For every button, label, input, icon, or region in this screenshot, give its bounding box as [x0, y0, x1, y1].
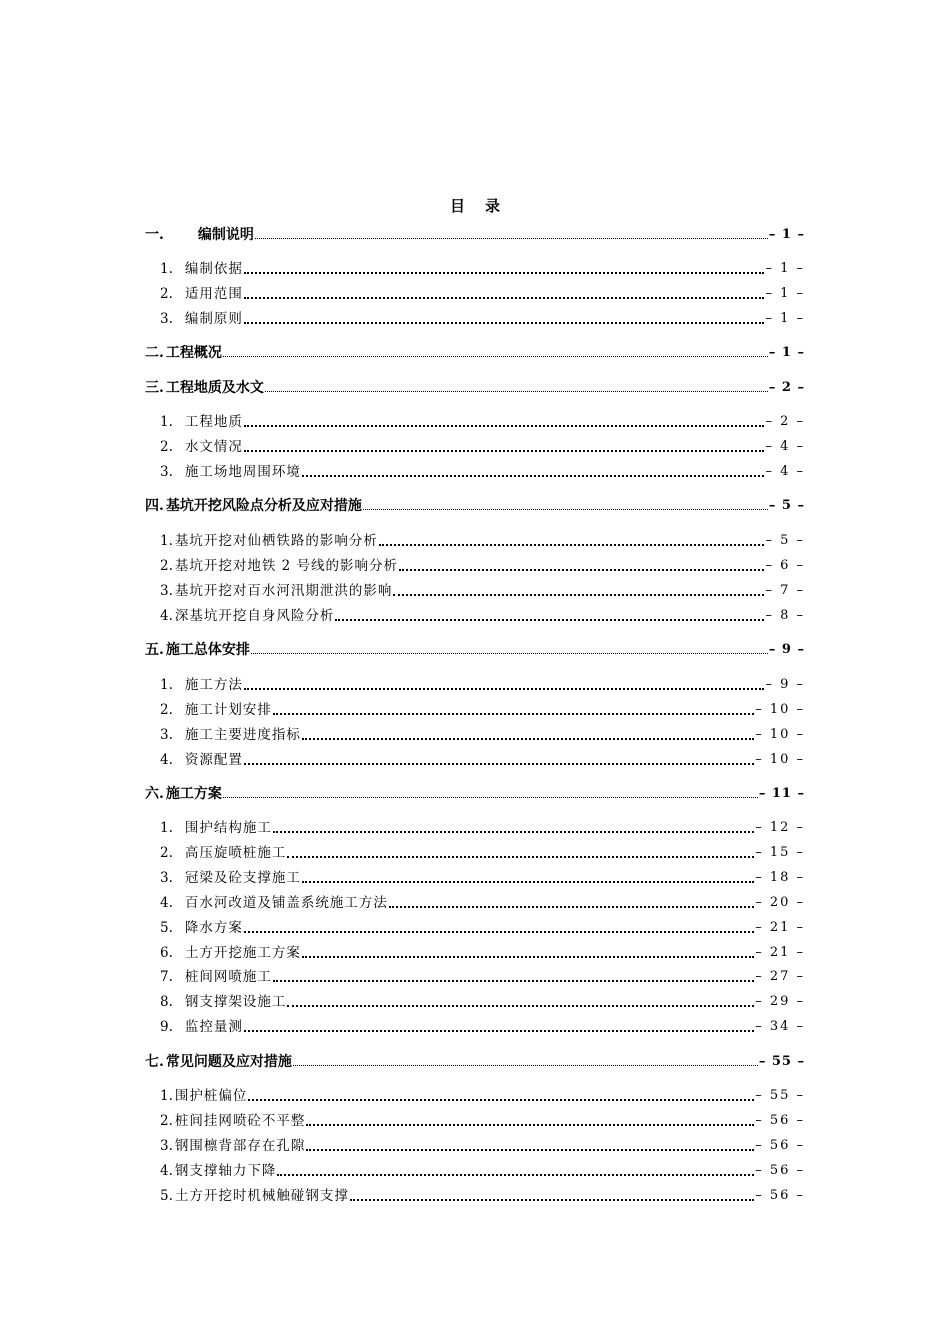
toc-dot-leader [223, 797, 758, 798]
toc-title-right: 录 [485, 197, 501, 215]
toc-entry-number: 2. [160, 286, 173, 302]
toc-entry-page-number: – 1 – [765, 286, 805, 301]
toc-subsection-entry[interactable] [160, 816, 805, 838]
toc-entry-page-number: – 29 – [755, 994, 805, 1009]
toc-dot-leader [389, 906, 754, 908]
toc-entry-number: 1. [160, 414, 173, 430]
toc-subsection-entry[interactable] [160, 748, 805, 770]
toc-entry-number: 4. [160, 1163, 173, 1179]
toc-entry-page-number: – 6 – [765, 558, 805, 573]
toc-entry-label: 适用范围 [184, 286, 243, 302]
toc-dot-leader [273, 980, 754, 982]
toc-entry-number: 一. [145, 227, 164, 243]
toc-dot-leader [244, 763, 754, 765]
toc-dot-leader [287, 1005, 754, 1007]
toc-dot-leader [251, 653, 768, 654]
toc-subsection-entry[interactable] [160, 891, 805, 913]
toc-entry-number: 4. [160, 895, 173, 911]
toc-entry-label: 编制说明 [197, 227, 254, 243]
toc-subsection-entry[interactable] [160, 723, 805, 745]
toc-entry-page-number: – 2 – [768, 380, 805, 395]
toc-entry-number: 3. [160, 311, 173, 327]
toc-entry-page-number: – 2 – [765, 414, 805, 429]
toc-entry-label: 冠梁及砼支撑施工 [184, 870, 301, 886]
toc-entry-number: 三. [145, 380, 164, 396]
toc-subsection-entry[interactable] [160, 554, 805, 576]
toc-entry-label: 工程概况 [165, 345, 222, 361]
toc-entry-number: 3. [160, 464, 173, 480]
toc-entry-page-number: – 8 – [765, 608, 805, 623]
toc-subsection-entry[interactable] [160, 1134, 805, 1156]
toc-entry-number: 5. [160, 920, 173, 936]
toc-dot-leader [244, 688, 765, 690]
toc-entry-page-number: – 11 – [758, 786, 805, 801]
toc-entry-number: 3. [160, 583, 173, 599]
toc-entry-label: 工程地质及水文 [165, 380, 264, 396]
toc-entry-number: 8. [160, 994, 173, 1010]
toc-entry-page-number: – 12 – [755, 820, 805, 835]
toc-entry-number: 4. [160, 608, 173, 624]
toc-entry-label: 工程地质 [184, 414, 243, 430]
toc-entry-label: 施工方案 [165, 786, 222, 802]
toc-title-left: 目 [449, 197, 465, 215]
toc-subsection-entry[interactable] [160, 529, 805, 551]
toc-dot-leader [399, 569, 764, 571]
toc-dot-leader [244, 425, 765, 427]
toc-entry-page-number: – 5 – [768, 498, 805, 513]
toc-section-entry[interactable] [145, 1050, 805, 1072]
toc-entry-page-number: – 9 – [768, 642, 805, 657]
toc-title [0, 195, 950, 216]
toc-subsection-entry[interactable] [160, 1015, 805, 1037]
toc-entry-number: 3. [160, 870, 173, 886]
toc-entry-label: 土方开挖时机械触碰钢支撑 [174, 1188, 349, 1204]
toc-entry-number: 5. [160, 1188, 173, 1204]
toc-entry-page-number: – 18 – [755, 870, 805, 885]
toc-entry-label: 常见问题及应对措施 [165, 1054, 292, 1070]
toc-section-entry[interactable] [145, 494, 805, 516]
toc-dot-leader [277, 1174, 754, 1176]
toc-entry-label: 高压旋喷桩施工 [184, 845, 287, 861]
toc-subsection-entry[interactable] [160, 1159, 805, 1181]
toc-dot-leader [273, 831, 754, 833]
toc-entry-label: 编制依据 [184, 261, 243, 277]
toc-entry-number: 2. [160, 845, 173, 861]
toc-entry-number: 9. [160, 1019, 173, 1035]
toc-subsection-entry[interactable] [160, 579, 805, 601]
toc-entry-label: 钢支撑架设施工 [184, 994, 287, 1010]
toc-subsection-entry[interactable] [160, 410, 805, 432]
toc-dot-leader [379, 544, 765, 546]
toc-entry-number: 2. [160, 558, 173, 574]
toc-entry-number: 7. [160, 969, 173, 985]
toc-entry-label: 围护结构施工 [184, 820, 272, 836]
toc-entry-label: 施工主要进度指标 [184, 727, 301, 743]
toc-entry-label: 土方开挖施工方案 [184, 945, 301, 961]
toc-entry-page-number: – 4 – [765, 439, 805, 454]
toc-entry-label: 施工总体安排 [165, 642, 250, 658]
toc-entry-label: 监控量测 [184, 1019, 243, 1035]
toc-entry-label: 钢围檩背部存在孔隙 [174, 1138, 306, 1154]
toc-entry-page-number: – 56 – [755, 1163, 805, 1178]
toc-entry-label: 百水河改道及铺盖系统施工方法 [184, 895, 388, 911]
toc-entry-page-number: – 4 – [765, 464, 805, 479]
toc-entry-label: 基坑开挖对仙栖铁路的影响分析 [174, 533, 378, 549]
toc-entry-label: 资源配置 [184, 752, 243, 768]
toc-entry-number: 七. [145, 1054, 164, 1070]
toc-subsection-entry[interactable] [160, 673, 805, 695]
toc-dot-leader [265, 391, 768, 392]
toc-entry-label: 基坑开挖风险点分析及应对措施 [165, 498, 362, 514]
toc-entry-number: 四. [145, 498, 164, 514]
toc-entry-label: 基坑开挖对百水河汛期泄洪的影响 [174, 583, 393, 599]
toc-entry-page-number: – 9 – [765, 677, 805, 692]
toc-entry-page-number: – 55 – [758, 1054, 805, 1069]
toc-entry-label: 水文情况 [184, 439, 243, 455]
toc-dot-leader [293, 1065, 758, 1066]
toc-subsection-entry[interactable] [160, 1184, 805, 1206]
toc-entry-number: 二. [145, 345, 164, 361]
toc-dot-leader [306, 1124, 754, 1126]
toc-entry-number: 2. [160, 702, 173, 718]
toc-section-entry[interactable] [145, 638, 805, 660]
toc-entry-number: 1. [160, 261, 173, 277]
toc-entry-page-number: – 5 – [765, 533, 805, 548]
toc-subsection-entry[interactable] [160, 916, 805, 938]
toc-dot-leader [244, 272, 765, 274]
toc-subsection-entry[interactable] [160, 990, 805, 1012]
toc-entry-page-number: – 1 – [768, 227, 805, 242]
toc-entry-number: 1. [160, 533, 173, 549]
toc-entry-label: 施工计划安排 [184, 702, 272, 718]
toc-entry-label: 桩间网喷施工 [184, 969, 272, 985]
toc-dot-leader [244, 1030, 754, 1032]
toc-subsection-entry[interactable] [160, 604, 805, 626]
toc-entry-page-number: – 15 – [755, 845, 805, 860]
toc-entry-page-number: – 1 – [768, 345, 805, 360]
toc-entry-page-number: – 10 – [755, 752, 805, 767]
toc-subsection-entry[interactable] [160, 435, 805, 457]
toc-section-entry[interactable] [145, 782, 805, 804]
toc-entry-label: 降水方案 [184, 920, 243, 936]
toc-subsection-entry[interactable] [160, 698, 805, 720]
toc-subsection-entry[interactable] [160, 841, 805, 863]
toc-entry-page-number: – 10 – [755, 702, 805, 717]
toc-dot-leader [273, 713, 754, 715]
toc-entry-page-number: – 1 – [765, 261, 805, 276]
toc-dot-leader [248, 1099, 754, 1101]
toc-entry-label: 基坑开挖对地铁 2 号线的影响分析 [174, 558, 399, 574]
toc-entry-number: 6. [160, 945, 173, 961]
toc-dot-leader [244, 931, 754, 933]
toc-entry-page-number: – 10 – [755, 727, 805, 742]
toc-section-entry[interactable] [145, 376, 805, 398]
toc-dot-leader [302, 738, 754, 740]
toc-dot-leader [302, 475, 765, 477]
toc-entry-page-number: – 56 – [755, 1138, 805, 1153]
toc-entry-page-number: – 56 – [755, 1113, 805, 1128]
toc-entry-label: 施工场地周围环境 [184, 464, 301, 480]
toc-entry-label: 桩间挂网喷砼不平整 [174, 1113, 306, 1129]
toc-dot-leader [302, 956, 754, 958]
toc-entry-number: 1. [160, 1088, 173, 1104]
toc-subsection-entry[interactable] [160, 1084, 805, 1106]
toc-entry-page-number: – 21 – [755, 920, 805, 935]
toc-dot-leader [306, 1149, 754, 1151]
toc-entry-number: 六. [145, 786, 164, 802]
toc-dot-leader [244, 450, 765, 452]
toc-entry-page-number: – 7 – [765, 583, 805, 598]
toc-subsection-entry[interactable] [160, 282, 805, 304]
toc-entry-label: 钢支撑轴力下降 [174, 1163, 277, 1179]
toc-dot-leader [302, 881, 754, 883]
toc-entry-label: 围护桩偏位 [174, 1088, 248, 1104]
toc-entry-number: 3. [160, 1138, 173, 1154]
toc-entry-number: 2. [160, 439, 173, 455]
toc-subsection-entry[interactable] [160, 460, 805, 482]
toc-entry-page-number: – 1 – [765, 311, 805, 326]
toc-entry-number: 1. [160, 820, 173, 836]
toc-entry-page-number: – 56 – [755, 1188, 805, 1203]
toc-section-entry[interactable] [145, 341, 805, 363]
toc-entry-number: 4. [160, 752, 173, 768]
toc-subsection-entry[interactable] [160, 307, 805, 329]
toc-subsection-entry[interactable] [160, 866, 805, 888]
toc-dot-leader [223, 356, 768, 357]
toc-entry-number: 五. [145, 642, 164, 658]
toc-entry-page-number: – 55 – [755, 1088, 805, 1103]
toc-subsection-entry[interactable] [160, 965, 805, 987]
toc-section-entry[interactable] [145, 223, 805, 245]
toc-dot-leader [363, 509, 768, 510]
toc-entry-page-number: – 34 – [755, 1019, 805, 1034]
toc-dot-leader [244, 322, 765, 324]
toc-dot-leader [393, 594, 764, 596]
toc-dot-leader [255, 238, 768, 239]
toc-dot-leader [350, 1199, 754, 1201]
toc-entry-label: 深基坑开挖自身风险分析 [174, 608, 335, 624]
toc-entry-page-number: – 21 – [755, 945, 805, 960]
toc-entry-label: 施工方法 [184, 677, 243, 693]
toc-subsection-entry[interactable] [160, 257, 805, 279]
toc-subsection-entry[interactable] [160, 941, 805, 963]
toc-entry-page-number: – 27 – [755, 969, 805, 984]
toc-dot-leader [287, 856, 754, 858]
toc-entry-label: 编制原则 [184, 311, 243, 327]
toc-entry-number: 1. [160, 677, 173, 693]
toc-subsection-entry[interactable] [160, 1109, 805, 1131]
toc-entry-number: 2. [160, 1113, 173, 1129]
toc-dot-leader [244, 297, 765, 299]
toc-dot-leader [335, 619, 764, 621]
toc-entry-number: 3. [160, 727, 173, 743]
toc-entry-page-number: – 20 – [755, 895, 805, 910]
